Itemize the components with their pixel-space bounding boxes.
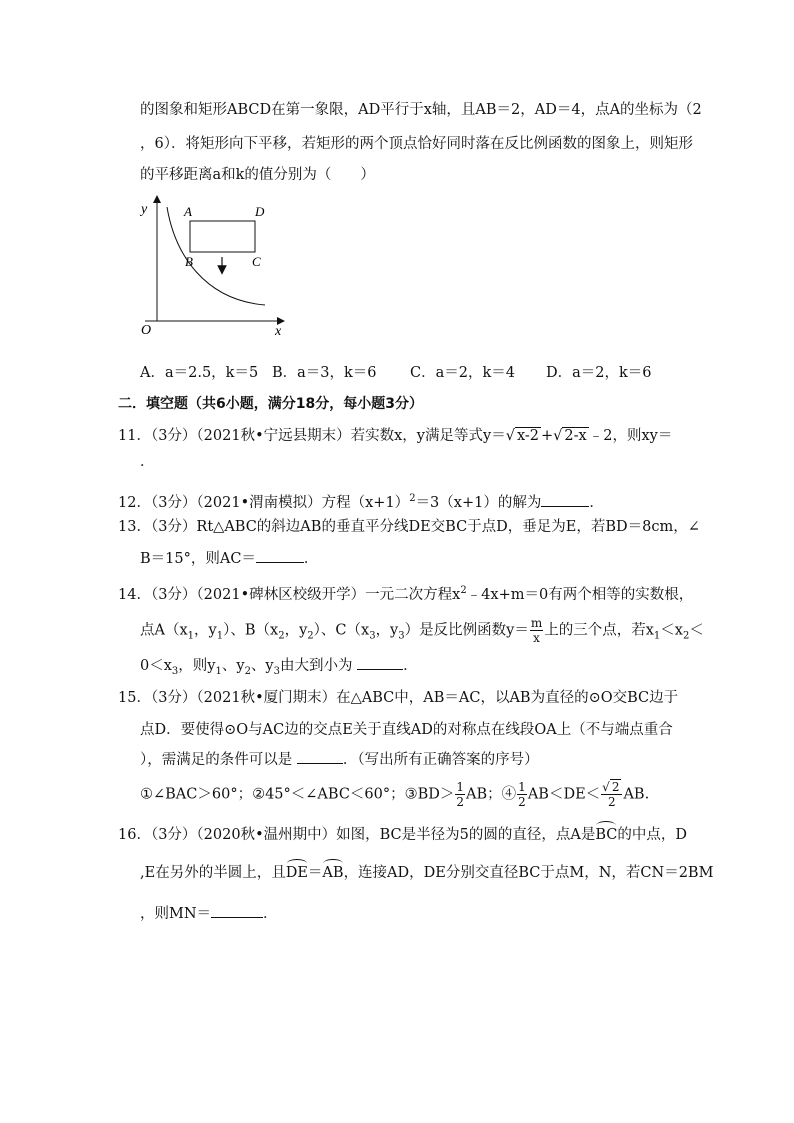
- q16-t3: ,E在另外的半圆上，且: [140, 865, 286, 881]
- q14-answer-blank[interactable]: [357, 655, 403, 670]
- q14-sub7: 1: [653, 630, 661, 642]
- q11-end: ．: [140, 454, 155, 470]
- q12-line: [118, 489, 604, 513]
- q16-arc-de: DE: [285, 865, 308, 881]
- q15-answer-blank[interactable]: [297, 749, 343, 764]
- q14-sub8: 2: [682, 630, 690, 642]
- q14-t13: 、y: [221, 658, 245, 674]
- rectangle-abcd: [190, 221, 255, 252]
- label-o: O: [141, 323, 152, 338]
- q15-half2-num: 1: [518, 780, 526, 794]
- q15-sqrt-num: √ 2: [601, 780, 622, 795]
- q16-t4: ，连接AD，DE分别交直径BC于点M，N，若CN＝2BM: [343, 865, 714, 881]
- q11-rad2: 2-x: [564, 428, 587, 444]
- q14-line1: [118, 581, 693, 605]
- q14-frac-num: m: [530, 616, 543, 630]
- q14-sub4: 2: [307, 630, 314, 642]
- q16-eq: ＝: [307, 865, 323, 881]
- q15-sqrt2: 2: [611, 780, 620, 794]
- q13-end: ．: [303, 551, 319, 567]
- q14-line1b: ﹣4x+m＝0有两个相等的实数根，: [466, 586, 694, 603]
- q14-t10: ＜: [689, 622, 704, 639]
- q13-answer-blank[interactable]: [256, 548, 304, 563]
- q14-t11: 0＜x: [140, 658, 172, 674]
- hyperbola-curve: [167, 207, 265, 305]
- q14-end: ．: [403, 658, 418, 674]
- q14-t6: ，y: [375, 622, 399, 639]
- q15-half-1: [455, 780, 465, 809]
- q14-t7: ）是反比例函数y＝: [404, 622, 529, 639]
- q14-sub2: 1: [216, 630, 224, 642]
- q10-option-d: D．a＝2，k＝6: [546, 365, 652, 381]
- q14-sub11: 2: [244, 665, 251, 677]
- q11-sqrt1: √ x-2: [505, 428, 540, 444]
- label-d: D: [255, 204, 265, 219]
- q15-c2: AB；④: [466, 786, 517, 803]
- q15-half1-num: 1: [456, 780, 465, 794]
- q11-line1: [118, 426, 672, 446]
- q13-text: B＝15°，则AC＝: [140, 551, 256, 567]
- q14-line1a: 14．（3分）（2021•碑林区校级开学）一元二次方程x: [118, 586, 461, 603]
- q15-half1-den: 2: [456, 795, 465, 809]
- q14-line2: [140, 616, 704, 646]
- q14-sub1: 1: [187, 630, 195, 642]
- q15-t1: ），需满足的条件可以是: [140, 752, 293, 768]
- q11-sqrt2: √ 2-x: [553, 428, 587, 444]
- q16-arc-bc: BC: [595, 827, 618, 843]
- q13-line1: 13．（3分）Rt△ABC的斜边AB的垂直平分线DE交BC于点D，垂足为E，若BD＝8cm，∠: [118, 519, 700, 535]
- q16-t1: 16．（3分）（2020秋•温州期中）如图，BC是半径为5的圆的直径，点A是: [118, 827, 596, 843]
- q16-answer-blank[interactable]: [211, 903, 263, 918]
- q15-half2-den: 2: [518, 795, 526, 809]
- q15-c1: ①∠BAC＞60°；②45°＜∠ABC＜60°；③BD＞: [140, 786, 455, 803]
- q15-sqrt-den: 2: [607, 795, 616, 809]
- q14-sub3: 2: [278, 630, 285, 642]
- q16-t5: ，则MN＝: [140, 906, 212, 922]
- label-y: y: [141, 202, 148, 217]
- q14-t12: ，则y: [178, 658, 216, 674]
- q14-sub9: 3: [171, 665, 179, 677]
- q14-t9: ＜x: [660, 622, 683, 639]
- q15-sqrt-frac: [601, 780, 622, 809]
- q15-c4: AB.: [623, 786, 650, 803]
- q12-answer-blank[interactable]: [541, 492, 589, 507]
- q14-frac-den: x: [533, 631, 540, 645]
- q10-figure: [135, 195, 295, 340]
- q16-line1: [118, 825, 687, 845]
- q14-t4: ，y: [284, 622, 308, 639]
- section-title: 二．填空题（共6小题，满分18分，每小题3分）: [118, 396, 423, 412]
- q14-t14: 、y: [250, 658, 274, 674]
- q12-rest: ＝3（x+1）的解为: [415, 494, 542, 511]
- label-c: C: [252, 254, 261, 269]
- q10-option-a: A．a＝2.5，k＝5: [140, 365, 259, 381]
- q15-line3: [140, 749, 539, 770]
- q14-sub5: 3: [369, 630, 376, 642]
- q15-half-2: [517, 780, 527, 809]
- q10-line2: ，6）．将矩形向下平移，若矩形的两个顶点恰好同时落在反比例函数的图象上，则矩形: [140, 136, 693, 152]
- label-a: A: [184, 204, 192, 219]
- q14-t2: ，y: [194, 622, 217, 639]
- q15-line2: 点D．要使得⊙O与AC边的交点E关于直线AD的对称点在线段OA上（不与端点重合: [140, 722, 673, 738]
- q14-line3: [140, 655, 418, 682]
- q12-sup: 2: [409, 493, 416, 504]
- q12-text: 12．（3分）（2021•渭南模拟）方程（x+1）: [118, 494, 410, 511]
- q14-fraction: [530, 616, 543, 645]
- q15-t2: ．（写出所有正确答案的序号）: [342, 752, 539, 768]
- label-x: x: [275, 324, 282, 339]
- q14-t5: ）、C（x: [313, 622, 370, 639]
- q11-prefix: 11．（3分）（2021秋•宁远县期末）若实数x，y满足等式y＝: [118, 428, 506, 444]
- q14-t1: 点A（x: [140, 622, 188, 639]
- q14-t8: 上的三个点，若x: [544, 622, 654, 639]
- q10-line3: 的平移距离a和k的值分别为（ ）: [140, 167, 375, 183]
- q11-rad1: x-2: [516, 428, 540, 444]
- q15-line1: 15．（3分）（2021秋•厦门期末）在△ABC中，AB＝AC，以AB为直径的⊙O交BC边于: [118, 690, 679, 706]
- q16-end: ．: [263, 906, 278, 922]
- q16-t2: 的中点，D: [617, 827, 688, 843]
- q14-sub12: 3: [273, 665, 281, 677]
- q12-end: ．: [589, 494, 604, 511]
- q16-line3: [140, 903, 278, 924]
- q14-sub10: 1: [215, 665, 222, 677]
- q14-sub6: 3: [398, 630, 405, 642]
- q10-line1: 的图象和矩形ABCD在第一象限，AD平行于x轴，且AB＝2，AD＝4，点A的坐标为（2: [140, 102, 702, 118]
- q16-line2: [140, 863, 713, 883]
- q13-line2: [140, 548, 318, 569]
- q11-suffix: ﹣2，则xy＝: [588, 428, 673, 444]
- q15-choices: [140, 780, 649, 809]
- q14-line1sup: 2: [460, 585, 467, 596]
- q16-arc-ab: AB: [322, 865, 344, 881]
- q11-plus: +: [541, 428, 554, 444]
- q10-option-b: B．a＝3，k＝6: [272, 365, 377, 381]
- q14-t3: ）、B（x: [223, 622, 279, 639]
- label-b: B: [185, 254, 193, 269]
- q10-option-c: C．a＝2，k＝4: [410, 365, 515, 381]
- q15-c3: AB＜DE＜: [527, 786, 601, 803]
- q14-t15: 由大到小为: [280, 658, 353, 674]
